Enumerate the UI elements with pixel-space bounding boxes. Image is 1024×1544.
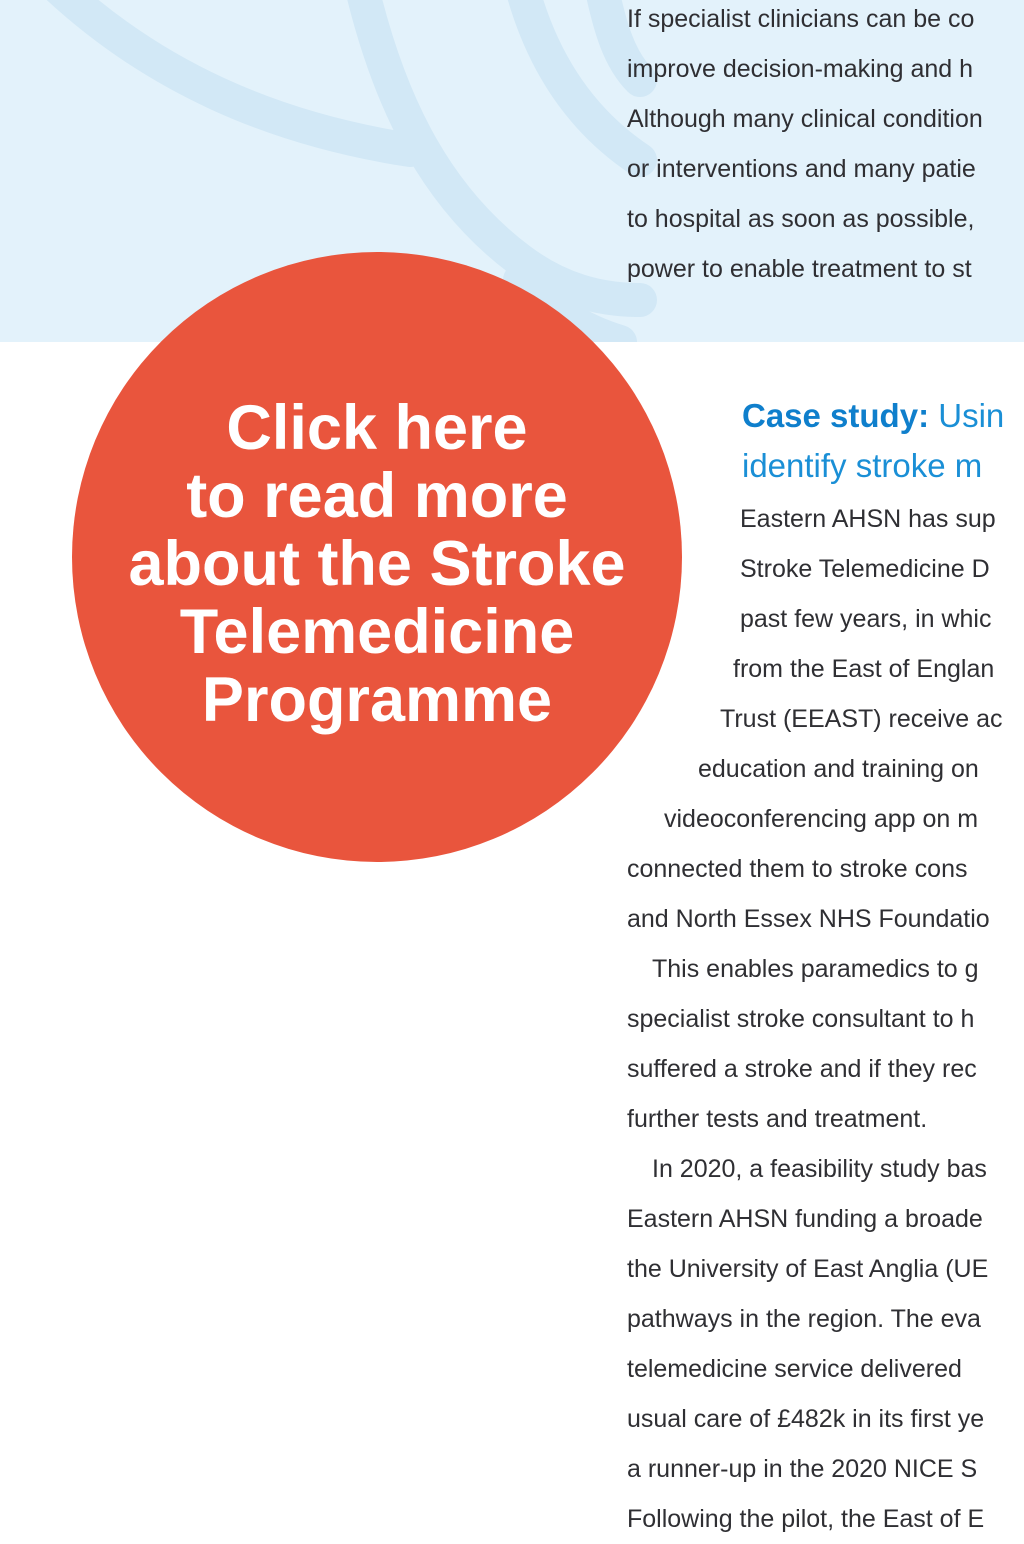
cta-text-line: Telemedicine bbox=[179, 597, 575, 667]
body-text-line: a runner-up in the 2020 NICE S bbox=[627, 1455, 978, 1483]
intro-text-line: or interventions and many patie bbox=[627, 155, 976, 183]
body-text-line: In 2020, a feasibility study bas bbox=[652, 1155, 987, 1183]
cta-text-line: to read more bbox=[186, 461, 568, 531]
intro-text-line: improve decision-making and h bbox=[627, 55, 974, 83]
body-text-line: usual care of £482k in its first ye bbox=[627, 1405, 985, 1433]
case-study-title-line: identify stroke m bbox=[742, 447, 983, 484]
body-text-line: Trust (EEAST) receive ac bbox=[720, 705, 1003, 733]
intro-text-line: power to enable treatment to st bbox=[627, 255, 972, 283]
body-text-line: connected them to stroke cons bbox=[627, 855, 968, 883]
body-text-line: the University of East Anglia (UE bbox=[627, 1255, 989, 1283]
body-text-line: Following the pilot, the East of E bbox=[627, 1505, 985, 1533]
intro-text-line: If specialist clinicians can be co bbox=[627, 5, 975, 33]
body-text-line: Stroke Telemedicine D bbox=[740, 555, 990, 583]
read-more-stroke-telemedicine-button[interactable] bbox=[72, 252, 682, 862]
body-text-line: suffered a stroke and if they rec bbox=[627, 1055, 977, 1083]
case-study-title-start: Usin bbox=[938, 397, 1005, 434]
cta-text-line: Click here bbox=[226, 393, 528, 463]
case-study-heading bbox=[742, 391, 1004, 441]
intro-text-line: Although many clinical condition bbox=[627, 105, 983, 133]
case-study-label: Case study: bbox=[742, 397, 930, 434]
intro-text-line: to hospital as soon as possible, bbox=[627, 205, 975, 233]
body-text-line: Eastern AHSN has sup bbox=[740, 505, 996, 533]
body-text-line: Eastern AHSN funding a broade bbox=[627, 1205, 983, 1233]
cta-text-line: Programme bbox=[201, 665, 553, 735]
body-text-line: telemedicine service delivered bbox=[627, 1355, 962, 1383]
body-text-line: specialist stroke consultant to h bbox=[627, 1005, 975, 1033]
body-text-line: further tests and treatment. bbox=[627, 1105, 928, 1133]
body-text-line: education and training on bbox=[698, 755, 979, 783]
cta-text-line: about the Stroke bbox=[128, 529, 626, 599]
body-text-line: videoconferencing app on m bbox=[664, 805, 979, 833]
body-text-line: and North Essex NHS Foundatio bbox=[627, 905, 990, 933]
body-text-line: This enables paramedics to g bbox=[652, 955, 979, 983]
body-text-line: past few years, in whic bbox=[740, 605, 992, 633]
body-text-line: pathways in the region. The eva bbox=[627, 1305, 981, 1333]
body-text-line: from the East of Englan bbox=[733, 655, 995, 683]
